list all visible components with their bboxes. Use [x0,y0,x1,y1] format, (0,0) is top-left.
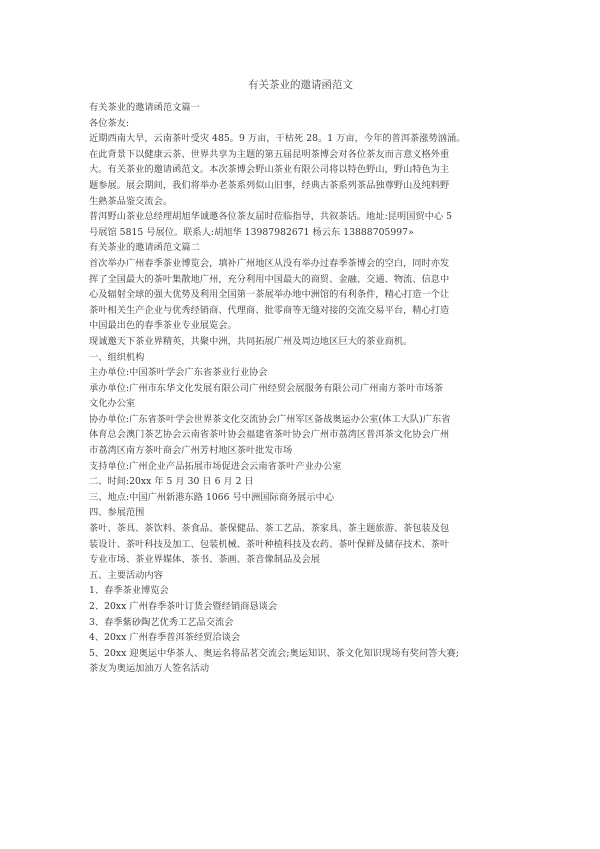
text-line: 2、20xx 广州春季茶叶订货会暨经销商恳谈会 [89,601,278,612]
text-line: 心及辐射全球的强大优势及利用全国第一茶展举办地中洲馆的有利条件，精心打造一个让 [89,289,450,301]
text-line: 茶叶、茶具、茶饮料、茶食品、茶保健品、茶工艺品、茶家具、茶主题旅游、茶包装及包 [89,523,450,535]
text-line: 有关茶业的邀请函范文篇一 [89,102,200,113]
text-line: 大。有关茶业的邀请函范文。本次茶博会野山茶业有限公司将以特色野山，野山特色为主 [89,164,450,176]
text-line: 五、主要活动内容 [89,569,163,581]
text-line: 生熟茶品鉴交流会。 [89,195,173,207]
text-line: 茶叶相关生产企业与优秀经销商、代理商、批零商等无缝对接的交流交易平台，精心打造 [89,304,450,316]
text-line: 4、20xx 广州春季普洱茶经贸洽谈会 [89,632,241,644]
text-line: 号展馆 5815 号展位。联系人:胡旭华 13987982671 杨云东 13888705997» [89,226,414,238]
text-line: 挥了全国最大的茶叶集散地广州，充分利用中国最大的商贸、金融、交通、物流、信息中 [89,273,450,285]
text-line: 四、参展范围 [89,507,145,519]
text-line: 专业市场、茶业界媒体、茶书、茶画、茶音像制品及会展 [89,554,320,566]
text-line: 题参展。展会期间，我们将举办老茶系列似山旧事，经典古茶系列茶品独尊野山及纯料野 [89,179,450,191]
text-line: 近期西南大旱，云南茶叶受灾 485。9 万亩，干枯死 28。1 万亩，今年的普洱茶涨势汹涌。 [89,133,466,145]
text-line: 承办单位:广州市东华文化发展有限公司广州经贸会展服务有限公司广州南方茶叶市场茶 [89,382,444,394]
text-line: 三、地点:中国广州新港东路 1066 号中洲国际商务展示中心 [89,491,335,503]
text-line: 协办单位:广东省茶叶学会世界茶文化交流协会广州军区备战奥运办公室(体工大队)广东省 [89,413,451,425]
text-line: 3、春季紫砂陶艺优秀工艺品交流会 [89,616,234,628]
text-line: 首次举办广州春季茶业博览会，填补广州地区从没有举办过春季茶博会的空白，同时亦发 [89,257,450,269]
text-line: 主办单位:中国茶叶学会广东省茶业行业协会 [89,367,268,379]
text-line: 有关茶业的邀请函范文篇二 [89,242,200,254]
text-line: 现诚邀天下茶业界精英，共聚中洲，共同拓展广州及周边地区巨大的茶业商机。 [89,335,413,347]
text-line: 在此背景下以健康云茶、世界共享为主题的第五届昆明茶博会对各位茶友而言意义格外重 [89,148,450,160]
document-body [89,100,512,677]
document-title: 有关茶业的邀请函范文 [248,79,353,91]
text-line: 中国最出色的春季茶业专业展览会。 [89,320,237,332]
text-line: 1、春季茶业博览会 [89,585,169,597]
text-line: 市荔湾区南方茶叶商会广州芳村地区茶叶批发市场 [89,445,293,457]
text-line: 二、时间:20xx 年 5 月 30 日 6 月 2 日 [89,476,254,488]
text-line: 茶友为奥运加油万人签名活动 [89,663,210,675]
text-line: 文化办公室 [89,398,136,410]
text-line: 支持单位:广州企业产品拓展市场促进会云南省茶叶产业办公室 [89,460,342,472]
text-line: 装设计、茶叶科技及加工、包装机械、茶叶种植科技及农药、茶叶保鲜及储存技术、茶叶 [89,538,450,550]
text-line: 一、组织机构 [89,351,145,363]
text-line: 5、20xx 迎奥运中华茶人、奥运名将品茗交流会;奥运知识、茶文化知识现场有奖问答大赛; [89,647,459,659]
text-line: 体育总会澳门茶艺协会云南省茶叶协会福建省茶叶协会广州市荔湾区普洱茶文化协会广州 [89,429,450,441]
text-line: 普洱野山茶业总经理胡旭华诚邀各位茶友届时莅临指导，共叙茶话。地址:昆明国贸中心 5 [89,211,453,223]
text-line: 各位茶友: [89,117,130,129]
